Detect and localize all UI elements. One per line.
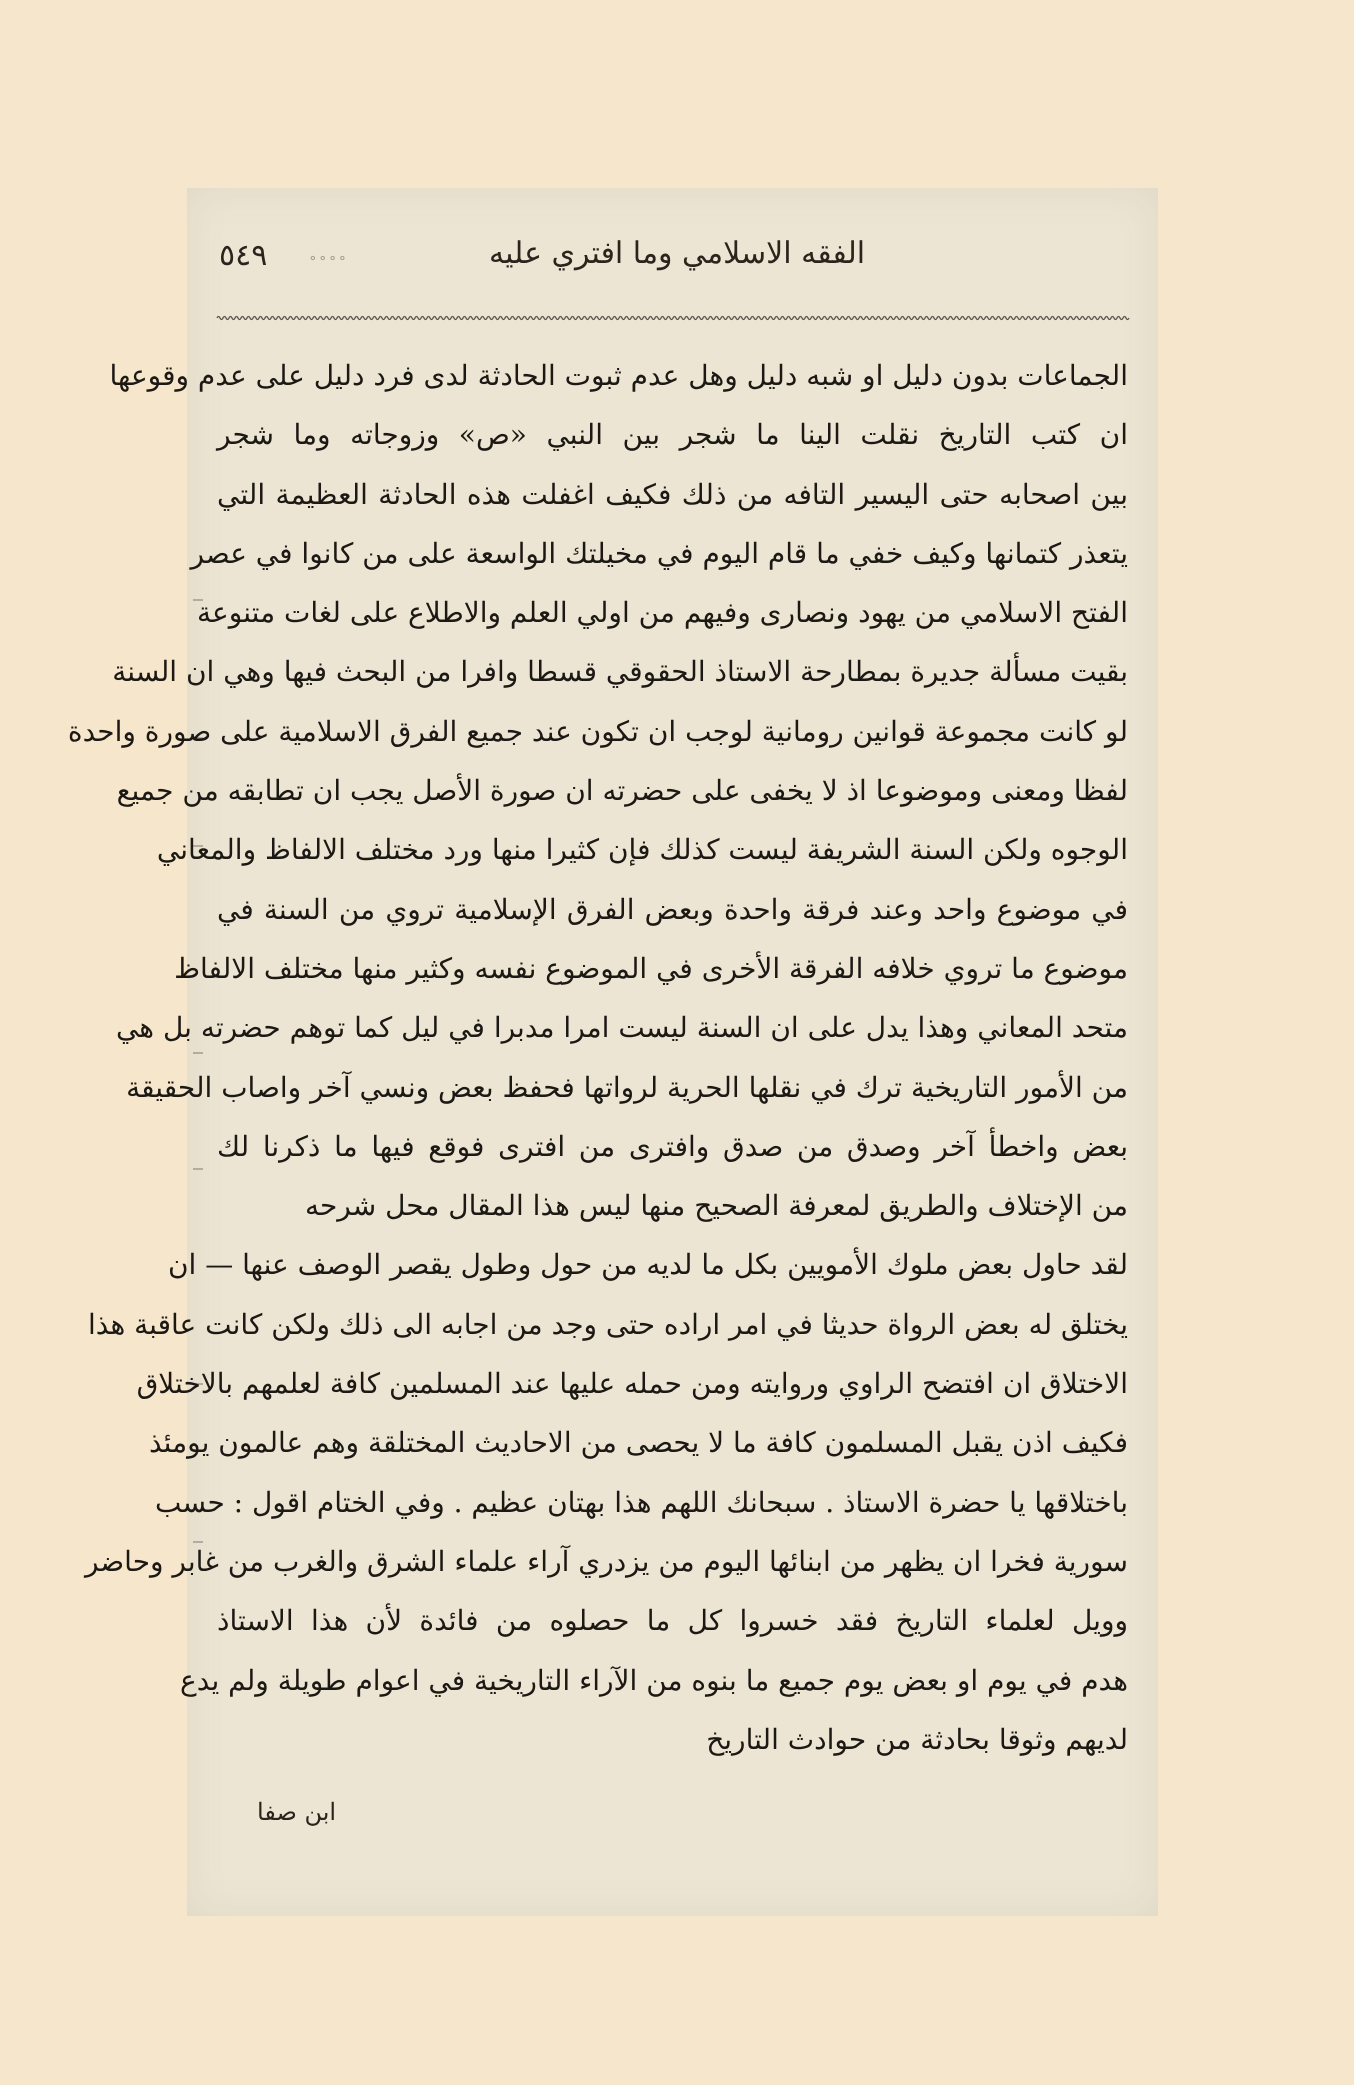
text-line: هدم في يوم او بعض يوم جميع ما بنوه من الآراء التاريخية في اعوام طويلة ولم يدع: [180, 1663, 1128, 1697]
page-number: ٥٤٩: [219, 238, 268, 273]
text-line: من الأمور التاريخية ترك في نقلها الحرية لرواتها فحفظ بعض ونسي آخر واصاب الحقيقة: [126, 1070, 1128, 1104]
text-line: متحد المعاني وهذا يدل على ان السنة ليست امرا مدبرا في ليل كما توهم حضرته بل هي: [115, 1011, 1128, 1045]
text-line: في موضوع واحد وعند فرقة واحدة وبعض الفرق الإسلامية تروي من السنة في: [217, 892, 1128, 926]
text-line: باختلاقها يا حضرة الاستاذ . سبحانك اللهم هذا بهتان عظيم . وفي الختام اقول : حسب: [154, 1485, 1128, 1519]
text-line: الجماعات بدون دليل او شبه دليل وهل عدم ثبوت الحادثة لدى فرد دليل على عدم وقوعها: [109, 359, 1128, 392]
text-line: لو كانت مجموعة قوانين رومانية لوجب ان تكون عند جميع الفرق الاسلامية على صورة واحدة: [67, 714, 1128, 748]
text-line: لفظا ومعنى وموضوعا اذ لا يخفى على حضرته ان صورة الأصل يجب ان تطابقه من جميع: [116, 774, 1128, 808]
text-line: يتعذر كتمانها وكيف خفي ما قام اليوم في مخيلتك الواسعة على من كانوا في عصر: [190, 536, 1128, 570]
text-line: يختلق له بعض الرواة حديثا في امر اراده حتى وجد من اجابه الى ذلك ولكن كانت عاقبة هذا: [88, 1307, 1128, 1341]
text-line: لقد حاول بعض ملوك الأمويين بكل ما لديه من حول وطول يقصر الوصف عنها — ان: [167, 1248, 1128, 1282]
text-line: فكيف اذن يقبل المسلمون كافة ما لا يحصى من الاحاديث المختلقة وهم عالمون يومئذ: [148, 1426, 1128, 1460]
text-line: بقيت مسألة جديرة بمطارحة الاستاذ الحقوقي قسطا وافرا من البحث فيها وهي ان السنة: [112, 655, 1128, 689]
text-line: ان كتب التاريخ نقلت الينا ما شجر بين النبي «ص» وزوجاته وما شجر: [217, 418, 1128, 452]
text-line: موضوع ما تروي خلافه الفرقة الأخرى في الموضوع نفسه وكثير منها مختلف الالفاظ: [174, 951, 1128, 985]
wavy-header-rule: [217, 315, 1128, 321]
text-line: بعض واخطأ آخر وصدق من صدق وافترى من افترى فوقع فيها ما ذكرنا لك: [217, 1129, 1128, 1163]
text-line: لديهم وثوقا بحادثة من حوادث التاريخ: [706, 1722, 1128, 1756]
running-title: الفقه الاسلامي وما افتري عليه: [489, 236, 866, 271]
wavy-rule-line: [217, 315, 1128, 321]
book-page: [67, 188, 1158, 1916]
author-signature: ابن صفا: [257, 1798, 337, 1826]
body-text: [67, 346, 1128, 1769]
text-line: الفتح الاسلامي من يهود ونصارى وفيهم من اولي العلم والاطلاع على لغات متنوعة: [197, 596, 1128, 630]
page-header: [219, 236, 1094, 284]
text-line: سورية فخرا ان يظهر من ابنائها اليوم من يزدري آراء علماء الشرق والغرب من غابر وحاضر: [84, 1544, 1128, 1578]
text-line: بين اصحابه حتى اليسير التافه من ذلك فكيف اغفلت هذه الحادثة العظيمة التي: [217, 477, 1128, 511]
text-line: من الإختلاف والطريق لمعرفة الصحيح منها ليس هذا المقال محل شرحه: [304, 1189, 1128, 1223]
header-ornament-dots: ∘∘∘∘: [309, 248, 349, 267]
text-line: الوجوه ولكن السنة الشريفة ليست كذلك فإن كثيرا منها ورد مختلف الالفاظ والمعاني: [156, 833, 1128, 867]
text-line: الاختلاق ان افتضح الراوي وروايته ومن حمله عليها عند المسلمين كافة لعلمهم بالاختلاق: [136, 1367, 1128, 1401]
text-line: وويل لعلماء التاريخ فقد خسروا كل ما حصلوه من فائدة لأن هذا الاستاذ: [217, 1604, 1128, 1638]
